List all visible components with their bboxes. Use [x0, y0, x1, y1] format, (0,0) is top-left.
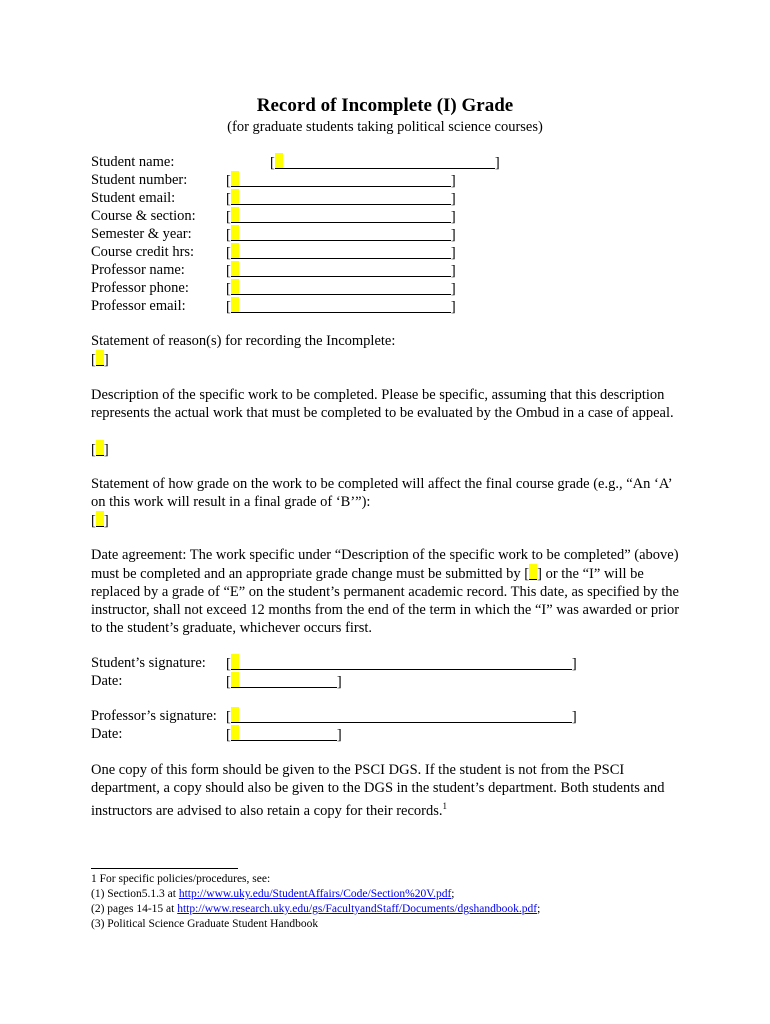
- highlight-marker: [231, 672, 239, 688]
- blank-line: [239, 226, 451, 241]
- footnote-line-3: [91, 902, 540, 917]
- open-bracket: [: [226, 727, 231, 743]
- field-label: Professor name:: [91, 262, 185, 278]
- highlight-marker: [231, 654, 239, 670]
- professor-date-label: Date:: [91, 726, 123, 742]
- copy-note-text: One copy of this form should be given to the PSCI DGS. If the student is not from the PSCI department, a copy should also be given to the DGS in the student’s department. Both students and instructors are advised to also retain a copy for their records.: [91, 762, 665, 819]
- student-date-field[interactable]: [226, 672, 342, 691]
- field-label: Course credit hrs:: [91, 244, 195, 260]
- open-bracket: [: [226, 227, 231, 243]
- field-row-student-email: [91, 189, 227, 207]
- blank-line: [283, 154, 495, 169]
- highlight-marker: [96, 511, 104, 527]
- open-bracket: [: [226, 709, 231, 725]
- blank-line: [239, 172, 451, 187]
- professor-email-field[interactable]: [226, 297, 456, 316]
- highlight-marker: [231, 297, 239, 313]
- course-section-field[interactable]: [226, 207, 456, 226]
- field-row-professor-phone: [91, 279, 227, 297]
- field-label: Course & section:: [91, 208, 196, 224]
- field-row-course-section: [91, 207, 227, 225]
- open-bracket: [: [226, 263, 231, 279]
- close-bracket: ]: [450, 227, 456, 243]
- date-agreement-text-2: or the “I” will be replaced by a grade of “E” on the student’s permanent academic record. This date, as specified by the instructor, shall not exceed 12 months from the end of the term in which the “I” was awarded or prior to the student’s graduate, whichever occurs first.: [91, 566, 680, 636]
- highlight-marker: [96, 350, 104, 366]
- description-prompt: Description of the specific work to be completed. Please be specific, assuming that this description represents the actual work that must be completed to be evaluated by the Ombud in a case of appeal.: [91, 387, 674, 421]
- field-label: Semester & year:: [91, 226, 192, 242]
- highlight-marker: [96, 440, 104, 456]
- professor-date-field[interactable]: [226, 725, 342, 744]
- highlight-marker: [231, 207, 239, 223]
- open-bracket: [: [226, 173, 231, 189]
- close-bracket: ]: [450, 191, 456, 207]
- footnote-suffix: ;: [451, 888, 455, 900]
- grade-effect-field[interactable]: [91, 511, 109, 530]
- page-title: Record of Incomplete (I) Grade: [256, 95, 514, 116]
- highlight-marker: [231, 279, 239, 295]
- footnote-separator: [91, 868, 238, 869]
- highlight-marker: [231, 725, 239, 741]
- open-bracket: [: [226, 656, 231, 672]
- highlight-marker: [231, 189, 239, 205]
- professor-name-field[interactable]: [226, 261, 456, 280]
- student-email-field[interactable]: [226, 189, 456, 208]
- description-field[interactable]: [91, 440, 109, 459]
- semester-year-field[interactable]: [226, 225, 456, 244]
- footnote-line-4: (3) Political Science Graduate Student Handbook: [91, 918, 319, 930]
- blank-line: [239, 726, 337, 741]
- highlight-marker: [231, 261, 239, 277]
- date-agreement-paragraph: [91, 546, 683, 637]
- footnote-prefix: (2) pages 14-15 at: [91, 903, 178, 915]
- highlight-marker: [231, 707, 239, 723]
- page-subtitle: (for graduate students taking political science courses): [227, 119, 543, 135]
- student-signature-label: Student’s signature:: [91, 655, 206, 671]
- field-row-professor-email: [91, 297, 227, 315]
- reason-field[interactable]: [91, 350, 109, 369]
- close-bracket: ]: [336, 674, 342, 690]
- blank-line: [239, 708, 572, 723]
- open-bracket: [: [226, 299, 231, 315]
- professor-phone-field[interactable]: [226, 279, 456, 298]
- copy-note-paragraph: [91, 761, 683, 820]
- open-bracket: [: [91, 513, 96, 529]
- close-bracket: ]: [571, 656, 577, 672]
- open-bracket: [: [524, 566, 530, 582]
- open-bracket: [: [226, 209, 231, 225]
- blank-line: [239, 190, 451, 205]
- open-bracket: [: [226, 191, 231, 207]
- close-bracket: ]: [450, 245, 456, 261]
- close-bracket: ]: [103, 513, 109, 529]
- deadline-date-field[interactable]: [524, 566, 542, 582]
- highlight-marker: [231, 171, 239, 187]
- open-bracket: [: [226, 674, 231, 690]
- field-label: Professor email:: [91, 298, 186, 314]
- field-row-semester-year: [91, 225, 227, 243]
- close-bracket: ]: [450, 209, 456, 225]
- footnote-suffix: ;: [537, 903, 541, 915]
- highlight-marker: [231, 243, 239, 259]
- close-bracket: ]: [336, 727, 342, 743]
- student-name-field[interactable]: [270, 153, 500, 172]
- dgs-handbook-link[interactable]: http://www.research.uky.edu/gs/FacultyandStaff/Documents/dgshandbook.pdf: [177, 903, 538, 915]
- close-bracket: ]: [571, 709, 577, 725]
- student-code-link[interactable]: http://www.uky.edu/StudentAffairs/Code/Section%20V.pdf: [178, 888, 452, 900]
- open-bracket: [: [270, 155, 275, 171]
- close-bracket: ]: [450, 281, 456, 297]
- blank-line: [239, 673, 337, 688]
- blank-line: [239, 262, 451, 277]
- professor-signature-field[interactable]: [226, 707, 577, 726]
- field-label: Student name:: [91, 154, 175, 170]
- close-bracket: ]: [450, 299, 456, 315]
- close-bracket: ]: [103, 352, 109, 368]
- field-row-student-number: [91, 171, 227, 189]
- field-label: Professor phone:: [91, 280, 189, 296]
- blank-line: [239, 655, 572, 670]
- field-row-credit-hrs: [91, 243, 227, 261]
- open-bracket: [: [226, 245, 231, 261]
- date-agreement-text-1: Date agreement: The work specific under “Description of the specific work to be completed” (above) must be completed and an appropriate grade change must be submitted by: [91, 547, 679, 582]
- footnote-line-2: [91, 887, 455, 902]
- footnote-line-1: 1 For specific policies/procedures, see:: [91, 873, 271, 885]
- field-label: Student number:: [91, 172, 188, 188]
- close-bracket: ]: [450, 173, 456, 189]
- credit-hrs-field[interactable]: [226, 243, 456, 262]
- student-date-label: Date:: [91, 673, 123, 689]
- open-bracket: [: [91, 352, 96, 368]
- blank-line: [239, 244, 451, 259]
- field-label: Student email:: [91, 190, 176, 206]
- close-bracket: ]: [450, 263, 456, 279]
- highlight-marker: [529, 564, 537, 580]
- field-row-professor-name: [91, 261, 227, 279]
- open-bracket: [: [226, 281, 231, 297]
- grade-effect-prompt: Statement of how grade on the work to be completed will affect the final course grade (e.g., “An ‘A’ on this work will result in a final grade of ‘B’”):: [91, 476, 672, 510]
- highlight-marker: [231, 225, 239, 241]
- close-bracket: ]: [494, 155, 500, 171]
- close-bracket: ]: [537, 566, 542, 582]
- blank-line: [239, 298, 451, 313]
- blank-line: [239, 208, 451, 223]
- field-row-student-name: [91, 153, 227, 171]
- footnote-prefix: (1) Section5.1.3 at: [91, 888, 179, 900]
- blank-line: [239, 280, 451, 295]
- student-signature-field[interactable]: [226, 654, 577, 673]
- open-bracket: [: [91, 442, 96, 458]
- highlight-marker: [275, 153, 283, 169]
- footnote-reference: 1: [442, 801, 447, 811]
- close-bracket: ]: [103, 442, 109, 458]
- reason-prompt: Statement of reason(s) for recording the Incomplete:: [91, 333, 396, 349]
- professor-signature-label: Professor’s signature:: [91, 708, 217, 724]
- student-number-field[interactable]: [226, 171, 456, 190]
